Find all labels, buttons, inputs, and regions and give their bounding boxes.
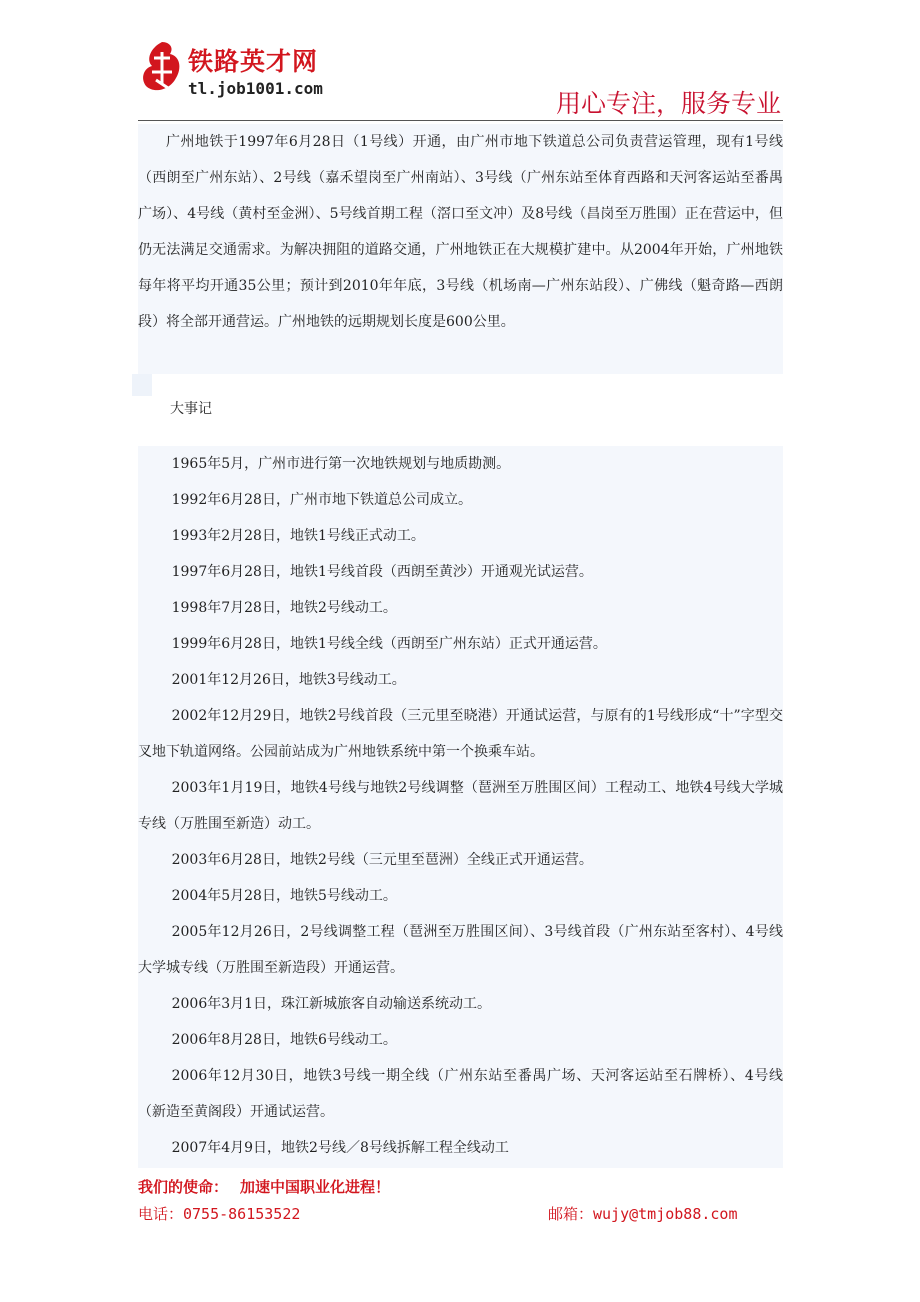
site-name: 铁路英才网: [188, 47, 319, 76]
phone-number: 电话：0755-86153522: [138, 1205, 301, 1223]
site-url[interactable]: tl.job1001.com: [188, 79, 323, 98]
event-item: 2003年1月19日，地铁4号线与地铁2号线调整（琶洲至万胜围区间）工程动工、地铁4号线大学城专线（万胜围至新造）动工。: [138, 780, 783, 832]
intro-panel: [138, 124, 783, 374]
event-item: 2007年4月9日，地铁2号线／8号线拆解工程全线动工: [171, 1140, 509, 1156]
event-item: 2006年8月28日，地铁6号线动工。: [171, 1032, 397, 1048]
intro-paragraph: 广州地铁于1997年6月28日（1号线）开通，由广州市地下铁道总公司负责营运管理，现有1号线（西朗至广州东站）、2号线（嘉禾望岗至广州南站）、3号线（广州东站至体育西路和天河客运站至番禺广场）、4号线（黄村至金洲）、5号线首期工程（滘口至文冲）及8号线（昌岗至万胜围）正在营运中，但仍无法满足交通需求。为解决拥阻的道路交通，广州地铁正在大规模扩建中。从2004年开始，广州地铁每年将平均开通35公里；预计到2010年年底，3号线（机场南—广州东站段）、广佛线（魁奇路—西朗段）将全部开通营运。广州地铁的远期规划长度是600公里。: [138, 134, 783, 330]
page-header: [138, 32, 783, 121]
mission-line: [138, 1176, 390, 1197]
event-item: 2006年3月1日，珠江新城旅客自动输送系统动工。: [171, 996, 492, 1012]
event-item: 2005年12月26日，2号线调整工程（琶洲至万胜围区间）、3号线首段（广州东站至客村）、4号线大学城专线（万胜围至新造段）开通运营。: [138, 924, 783, 976]
event-item: 1965年5月，广州市进行第一次地铁规划与地质勘测。: [171, 456, 511, 472]
event-item: 1992年6月28日，广州市地下铁道总公司成立。: [171, 492, 472, 508]
event-item: 2006年12月30日，地铁3号线一期全线（广州东站至番禺广场、天河客运站至石牌桥）、4号线（新造至黄阁段）开通试运营。: [138, 1068, 783, 1120]
mission-label: 我们的使命：: [138, 1178, 229, 1196]
job-logo-icon: [140, 38, 184, 98]
decorative-block: [132, 374, 152, 396]
slogan: 用心专注，服务专业: [555, 89, 781, 118]
mission-text: 加速中国职业化进程！: [240, 1178, 391, 1196]
event-item: 1997年6月28日，地铁1号线首段（西朗至黄沙）开通观光试运营。: [171, 564, 593, 580]
event-item: 1999年6月28日，地铁1号线全线（西朗至广州东站）正式开通运营。: [171, 636, 607, 652]
event-item: 2003年6月28日，地铁2号线（三元里至琶洲）全线正式开通运营。: [171, 852, 593, 868]
section-title: 大事记: [170, 401, 212, 417]
event-item: 1998年7月28日，地铁2号线动工。: [171, 600, 397, 616]
event-item: 2004年5月28日，地铁5号线动工。: [171, 888, 397, 904]
email-address[interactable]: 邮箱：wujy@tmjob88.com: [548, 1205, 738, 1223]
event-item: 2001年12月26日，地铁3号线动工。: [171, 672, 406, 688]
events-panel: [138, 446, 783, 1168]
event-item: 1993年2月28日，地铁1号线正式动工。: [171, 528, 425, 544]
event-item: 2002年12月29日，地铁2号线首段（三元里至晓港）开通试运营，与原有的1号线形成“十”字型交叉地下轨道网络。公园前站成为广州地铁系统中第一个换乘车站。: [138, 708, 783, 760]
